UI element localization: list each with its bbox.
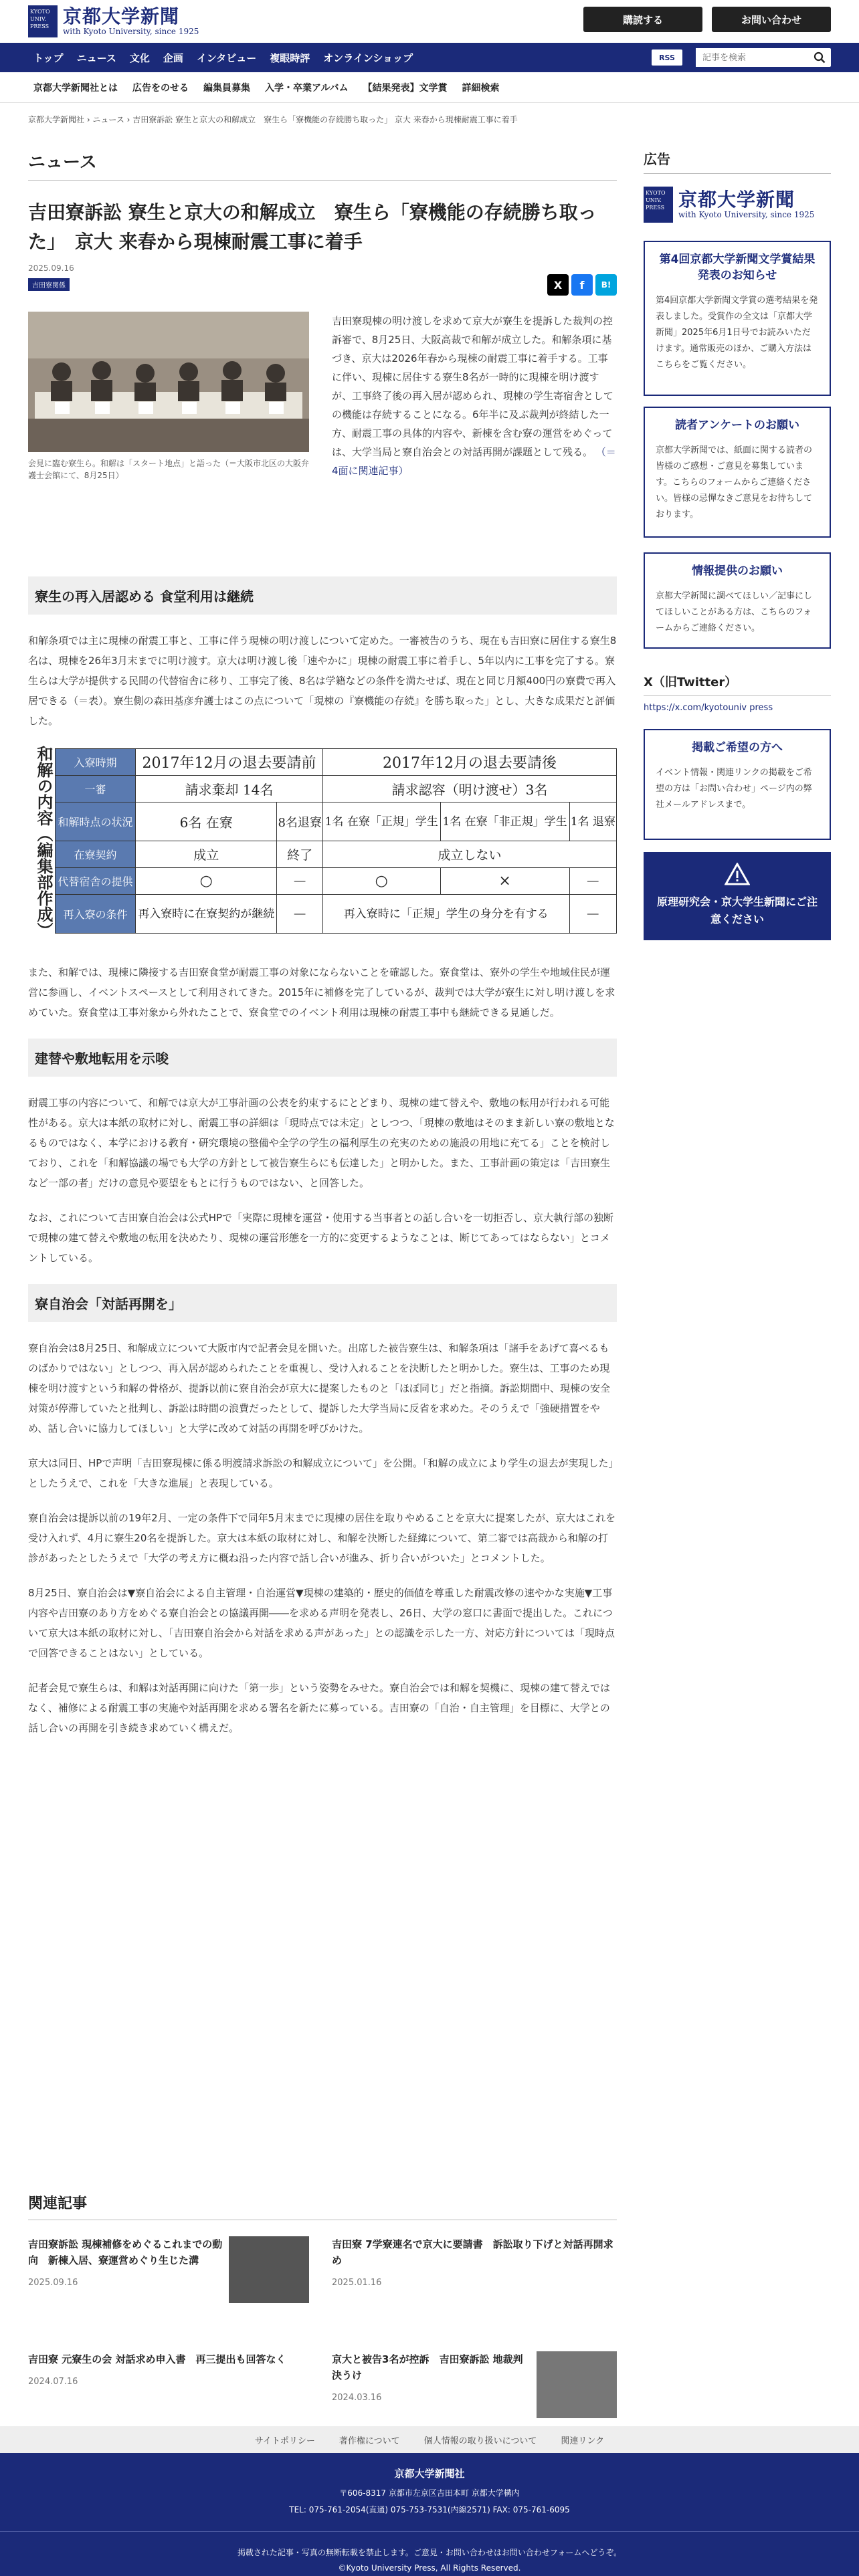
cell: 1名 在寮「非正規」学生 [440, 802, 569, 841]
cell: 8名退寮 [277, 802, 323, 841]
tip-box [644, 552, 831, 649]
paragraph-1: 和解条項では主に現棟の耐震工事と、工事に伴う現棟の明け渡しについて定めた。一審被告のうち、現在も吉田寮に居住する寮生8名は、現棟を26年3月末までに明け渡す。京大は明け渡し後「速やかに」現棟の耐震工事に着手し、5年以内に工事を完了する。寮生らは大学が提供する民間の代替宿舎に移り、工事完了後、8名は学籍などの条件を満たせば、現在と同じ月額400円の寮費で再入居できる（＝表）。寮生側の森田基彦弁護士はこの点について「現棟の『寮機能の存続』を勝ち取った」とし、大きな成果だと評価した。 [28, 635, 617, 727]
site-header [0, 0, 859, 43]
sidebar [644, 148, 831, 940]
heading-2: 建替や敷地転用を示唆 [28, 1039, 617, 1077]
related-item[interactable] [28, 2351, 309, 2390]
footer-links [0, 2426, 859, 2453]
listing-title: 掲載ご希望の方へ [692, 741, 783, 754]
cell: 終了 [277, 841, 323, 868]
award-notice-box [644, 241, 831, 396]
logo-mark: KYOTO UNIV. PRESS [28, 5, 58, 37]
cell: 成立 [136, 841, 277, 868]
footer-tel: TEL: 075-761-2054(直通) 075-753-7531(内線2571) FAX: 075-761-6095 [289, 2505, 570, 2514]
cell: ○ [322, 868, 440, 895]
tip-text: 京都大学新聞に調べてほしい／記事にしてほしいことがある方は、こちらのフォームからご連絡ください。 [656, 591, 813, 633]
paragraph-7: 寮自治会は提訴以前の19年2月、一定の条件下で同年5月末までに現棟の居住を取りやめることを京大に提案したが、京大はこれを受け入れず、4月に寮生20名を提訴した。京大は本紙の取材に対し、和解を決断した経緯について、第二審では高裁から和解の打診があったとしたうえで「大学の考え方に概ね沿った内容で話し合いが進み、折り合いがついた」とコメントした。 [28, 1512, 616, 1564]
related-item[interactable] [332, 2236, 617, 2291]
footer-link-related[interactable]: 関連リンク [561, 2436, 605, 2446]
nav-interview[interactable]: インタビュー [196, 51, 257, 64]
cell: 請求棄却 14名 [136, 776, 323, 802]
related-item[interactable] [332, 2351, 533, 2406]
survey-title: 読者アンケートのお願い [675, 419, 799, 432]
footer-link-privacy[interactable]: 個人情報の取り扱いについて [423, 2436, 537, 2446]
row-label-housing: 代替宿舎の提供 [56, 868, 136, 895]
footer-address: 〒606-8317 京都市左京区吉田本町 京都大学構内 [339, 2488, 520, 2498]
survey-text: 京都大学新聞では、紙面に関する読者の皆様のご感想・ご意見を募集しています。こちらのフォームからご連絡ください。皆様の忌憚なきご意見をお待ちしております。 [656, 445, 813, 520]
x-share-icon[interactable]: X [547, 274, 569, 296]
cell: 2017年12月の退去要請前 [136, 749, 323, 776]
facebook-share-icon[interactable]: f [571, 274, 593, 296]
lead-text: 吉田寮現棟の明け渡しを求めて京大が寮生を提訴した裁判の控訴審で、8月25日、大阪高裁で和解が成立した。和解条項に基づき、京大は2026年春から現棟の耐震工事に着手する。工事に伴い、現棟に居住する寮生8名が一時的に現棟を明け渡すが、工事終了後の再入居が認められ、現棟の学生寄宿舎としての機能は存続することになる。6年半に及ぶ裁判が終結した一方、耐震工事の具体的内容や、新棟を含む寮の運営をめぐっては、大学当局と寮自治会との対話再開が課題として残る。 [332, 315, 613, 458]
related-thumbnail[interactable] [537, 2351, 617, 2418]
site-footer [0, 2453, 859, 2576]
sub-nav [0, 72, 859, 103]
footer-copyright: ©Kyoto University Press, All Rights Reserved. [338, 2563, 521, 2573]
award-title: 第4回京都大学新聞文学賞結果発表のお知らせ [659, 253, 816, 282]
cell: 再入寮時に「正規」学生の身分を有する [322, 895, 569, 934]
paragraph-3: 耐震工事の内容について、和解では京大が工事計画の公表を約束するにとどまり、現棟の建て替えや、敷地の転用が行われる可能性がある。京大は本紙の取材に対し、耐震工事の詳細は「現時点では未定」としつつ、「現棟の敷地はそのまま新しい寮の敷地となるものではなく、本学における教育・研究環境の整備や全学の学生の福利厚生の充実のための施設の用地に充てる」ことを検討しており、これを「和解協議の場でも大学の方針として被告寮生らにも伝達した」と明かした。また、工事計画の策定は「吉田寮生など一部の者」だけの意見や要望をもとに行うものではない、と回答した。 [28, 1097, 615, 1189]
related-item-title[interactable]: 京大と被告3名が控訴 吉田寮訴訟 地裁判決うけ [332, 2353, 523, 2381]
paragraph-4: なお、これについて吉田寮自治会は公式HPで「実際に現棟を運営・使用する当事者との話し合いを一切拒否し、京大執行部の独断で現棟の建て替えや敷地の転用を決めたり、現棟の運営形態を一方的に変更するようなことは、断じてあってはならない」とコメントしている。 [28, 1212, 614, 1264]
row-label-reentry: 再入寮の条件 [56, 895, 136, 934]
related-item-title[interactable]: 吉田寮 7学寮連名で京大に要請書 訴訟取り下げと対話再開求め [332, 2238, 613, 2266]
nav-news[interactable]: ニュース [76, 51, 116, 64]
related-item[interactable] [28, 2236, 229, 2291]
footer-link-copyright[interactable]: 著作権について [339, 2436, 400, 2446]
cell: － [277, 895, 323, 934]
article-photo [28, 312, 309, 452]
award-text: 第4回京都大学新聞文学賞の選考結果を発表しました。受賞作の全文は「京都大学新聞」2025年6月1日号でお読みいただけます。通常販売のほか、ご購入方法はこちらをご覧ください。 [656, 296, 818, 370]
heading-3: 寮自治会「対話再開を」 [28, 1284, 617, 1322]
warning-text: 原理研究会・京大学生新聞にご注意ください [657, 895, 818, 926]
search-icon[interactable] [814, 51, 826, 66]
cell: × [440, 868, 569, 895]
cell: 成立しない [322, 841, 616, 868]
photo-caption: 会見に臨む寮生ら。和解は「スタート地点」と語った（＝大阪市北区の大阪弁護士会館にて、8月25日） [28, 459, 310, 480]
subnav-album[interactable]: 入学・卒業アルバム [265, 82, 349, 94]
search-box [696, 48, 831, 67]
row-label-status: 和解時点の状況 [56, 802, 136, 841]
rss-button[interactable]: RSS [652, 49, 682, 66]
settlement-table [28, 746, 617, 950]
survey-box [644, 407, 831, 538]
article-title: 吉田寮訴訟 寮生と京大の和解成立 寮生ら「寮機能の存続勝ち取った」 京大 来春から現棟耐震工事に着手 [28, 201, 597, 253]
nav-top[interactable]: トップ [33, 51, 64, 64]
subnav-about[interactable]: 京都大学新聞社とは [33, 82, 118, 94]
twitter-link[interactable]: https://x.com/kyotouniv press [644, 703, 773, 713]
listing-box [644, 729, 831, 840]
subnav-recruit[interactable]: 編集員募集 [203, 82, 250, 94]
table-side-label: 和解の内容（編集部作成） [34, 746, 54, 938]
article-body [28, 576, 617, 1738]
related-item-date: 2025.01.16 [332, 2278, 382, 2288]
nav-feature[interactable]: 企画 [163, 51, 183, 64]
article-date: 2025.09.16 [28, 263, 74, 273]
nav-culture[interactable]: 文化 [129, 51, 150, 64]
row-label-period: 入寮時期 [56, 749, 136, 776]
ad-logo-mark: KYOTO UNIV. PRESS [644, 187, 673, 223]
paragraph-9: 記者会見で寮生らは、和解は対話再開に向けた「第一歩」という姿勢をみせた。寮自治会では和解を契機に、現棟の建て替えではなく、補修による耐震工事の実施や対話再開を求める署名を新たに募っている。吉田寮の「自治・自主管理」を目標に、大学との話し合いの再開を引き続き求めていく構えだ。 [28, 1682, 611, 1734]
ad-banner[interactable] [644, 183, 831, 226]
logo-title: 京都大学新聞 [63, 5, 180, 27]
paragraph-8: 8月25日、寮自治会は▼寮自治会による自主管理・自治運営▼現棟の建築的・歴史的価値を尊重した耐震改修の速やかな実施▼工事内容や吉田寮のあり方をめぐる寮自治会との協議再開――を求める声明を発表し、26日、大学の窓口に書面で提出した。これについて京大は本紙の取材に対し、「吉田寮自治会から対話を求める声があった」との認識を示した一方、対応方針については「現時点で回答できることはない」としている。 [28, 1587, 615, 1659]
related-item-date: 2025.09.16 [28, 2278, 78, 2288]
cell: 再入寮時に在寮契約が継続 [136, 895, 277, 934]
footer-notice: 掲載された記事・写真の無断転載を禁止します。ご意見・お問い合わせはお問い合わせフォームへどうぞ。 [0, 2531, 859, 2558]
cell: 2017年12月の退去要請後 [322, 749, 616, 776]
contact-button[interactable]: お問い合わせ [712, 7, 831, 32]
warning-banner[interactable] [644, 852, 831, 940]
main-nav [0, 43, 859, 72]
section-title: ニュース [28, 148, 617, 181]
cell: 6名 在寮 [136, 802, 277, 841]
listing-text: イベント情報・関連リンクの掲載をご希望の方は「お問い合わせ」ページ内の弊社メールアドレスまで。 [656, 768, 812, 810]
related-item-date: 2024.03.16 [332, 2393, 382, 2403]
cell: － [569, 895, 616, 934]
ad-logo-title: 京都大学新聞 [678, 189, 795, 211]
paragraph-5: 寮自治会は8月25日、和解成立について大阪市内で記者会見を開いた。出席した被告寮生は、和解条項は「諸手をあげて喜べるものばかりではない」としつつ、再入居が認められたことを重視し、受け入れることを決断したと明かした。寮生は、工事のため現棟を明け渡すという和解の骨格が、提訴以前に寮自治会が京大に提案したものと「ほぼ同じ」だと指摘。訴訟期間中、現棟の安全対策が停滞していたと批判し、訴訟は時間の浪費だったとして、提訴した大学当局に反省を求めた。そのうえで「強硬措置をやめ、話し合いに協力してほしい」と大学に改めて対話の再開を呼びかけた。 [28, 1342, 611, 1434]
paragraph-2: また、和解では、現棟に隣接する吉田寮食堂が耐震工事の対象にならないことを確認した。寮食堂は、寮外の学生や地域住民が運営に参画し、イベントスペースとして利用されてきた。2015年に補修を完了しているが、裁判では大学が寮生に対し明け渡しを求めていた。寮食堂は工事対象から外れたことで、寮食堂でのイベント利用は現棟の耐震工事中も継続できる見通しだ。 [28, 966, 615, 1018]
warning-icon [725, 863, 750, 885]
nav-shop[interactable]: オンラインショップ [323, 51, 413, 64]
related-item-title[interactable]: 吉田寮 元寮生の会 対話求め申入書 再三提出も回答なく [28, 2353, 286, 2365]
row-label-contract: 在寮契約 [56, 841, 136, 868]
article-lead [332, 312, 617, 480]
cell: － [569, 868, 616, 895]
site-logo[interactable] [28, 5, 199, 37]
logo-subtitle: with Kyoto University, since 1925 [63, 27, 199, 36]
related-page-link[interactable]: （＝4面に関連記事） [332, 446, 616, 477]
category-badge[interactable]: 吉田寮関係 [28, 278, 70, 291]
breadcrumb: 京都大学新聞社 › ニュース › 吉田寮訴訟 寮生と京大の和解成立 寮生ら「寮機能の存続勝ち取った」 京大 来春から現棟耐震工事に着手 [28, 115, 518, 124]
cell: 1名 在寮「正規」学生 [322, 802, 440, 841]
twitter-heading: X（旧Twitter） [644, 673, 831, 696]
share-buttons [547, 274, 617, 296]
search-input[interactable] [696, 48, 809, 67]
heading-1: 寮生の再入居認める 食堂利用は継続 [28, 576, 617, 615]
ad-label: 広告 [644, 148, 831, 174]
subnav-award[interactable]: 【結果発表】文学賞 [363, 82, 448, 94]
related-item-date: 2024.07.16 [28, 2377, 78, 2387]
subnav-search[interactable]: 詳細検索 [462, 82, 500, 94]
related-articles [28, 2192, 617, 2420]
subnav-ads[interactable]: 広告をのせる [132, 82, 189, 94]
footer-link-policy[interactable]: サイトポリシー [254, 2436, 315, 2446]
article-main [28, 148, 617, 2403]
hatena-share-icon[interactable]: B! [595, 274, 617, 296]
cell: 1名 退寮 [569, 802, 616, 841]
tip-title: 情報提供のお願い [692, 564, 783, 578]
cell: － [277, 868, 323, 895]
cell: 請求認容（明け渡せ）3名 [322, 776, 616, 802]
footer-org: 京都大学新聞社 [394, 2468, 465, 2480]
related-title: 関連記事 [28, 2192, 617, 2220]
paragraph-6: 京大は同日、HPで声明「吉田寮現棟に係る明渡請求訴訟の和解成立について」を公開。「和解の成立により学生の退去が実現した」としたうえで、これを「大きな進展」と表現している。 [28, 1457, 614, 1489]
cell: ○ [136, 868, 277, 895]
subscribe-button[interactable]: 購読する [583, 7, 702, 32]
ad-logo-subtitle: with Kyoto University, since 1925 [678, 210, 815, 219]
related-thumbnail[interactable] [229, 2236, 309, 2303]
row-label-first-trial: 一審 [56, 776, 136, 802]
related-item-title[interactable]: 吉田寮訴訟 現棟補修をめぐるこれまでの動向 新棟入居、寮運営めぐり生じた溝 [28, 2238, 223, 2266]
nav-column[interactable]: 複眼時評 [270, 51, 310, 64]
